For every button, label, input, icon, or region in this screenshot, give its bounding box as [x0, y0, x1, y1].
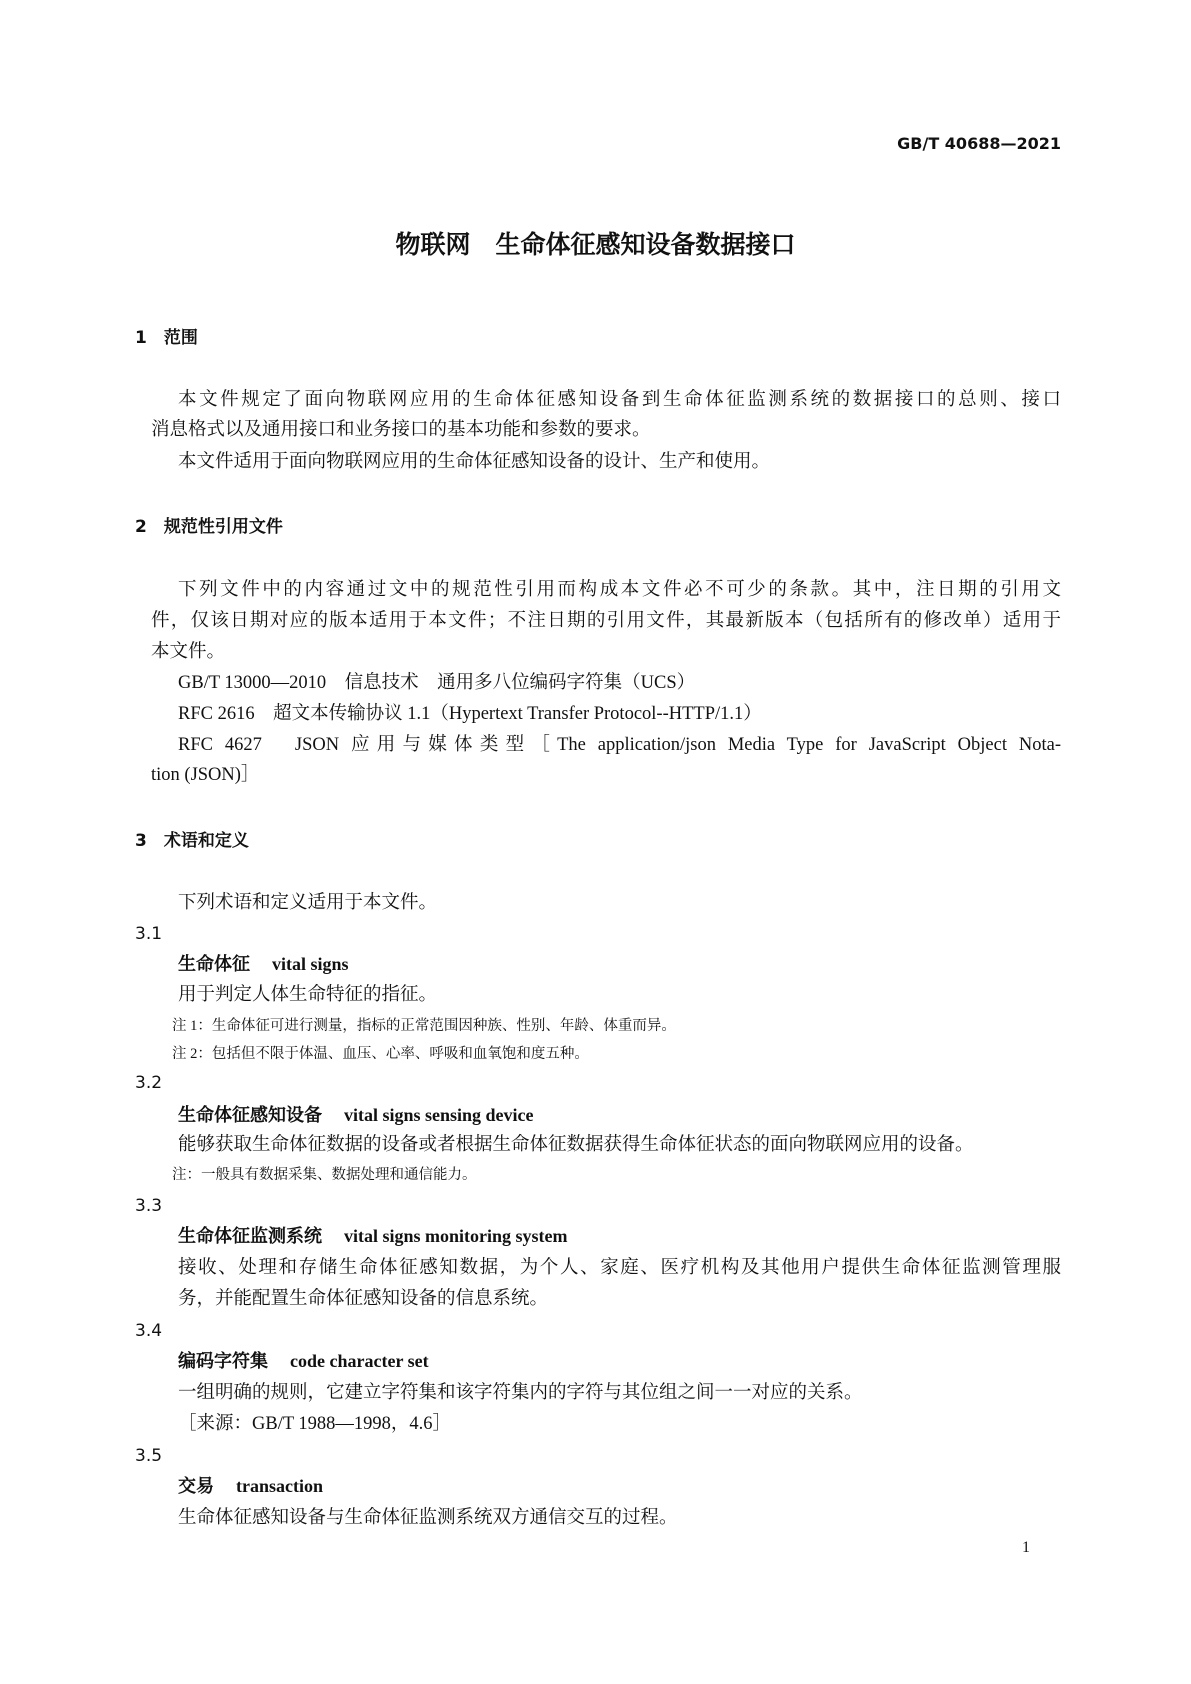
term-title	[178, 1103, 534, 1128]
term-en: transaction	[236, 1476, 323, 1496]
paragraph-line: 件，仅该日期对应的版本适用于本文件；不注日期的引用文件，其最新版本（包括所有的修改单）适用于	[151, 611, 1061, 631]
term-en: vital signs monitoring system	[344, 1226, 568, 1246]
term-definition: 能够获取生命体征数据的设备或者根据生命体征数据获得生命体征状态的面向物联网应用的设备。	[178, 1135, 974, 1155]
paragraph-line: 本文件规定了面向物联网应用的生命体征感知设备到生命体征监测系统的数据接口的总则、接口	[178, 390, 1061, 410]
paragraph: 本文件适用于面向物联网应用的生命体征感知设备的设计、生产和使用。	[178, 452, 771, 472]
section-3-heading: 3 术语和定义	[135, 831, 249, 851]
page-number: 1	[1022, 1539, 1030, 1556]
term-zh: 生命体征感知设备	[178, 1105, 322, 1126]
reference-item: RFC 4627 JSON 应用与媒体类型［The application/json Media Type for JavaScript Object Nota-	[178, 735, 1061, 755]
term-en: code character set	[290, 1351, 429, 1371]
term-title	[178, 1474, 323, 1499]
term-note: 注 2：包括但不限于体温、血压、心率、呼吸和血氧饱和度五种。	[172, 1046, 589, 1062]
term-zh: 生命体征	[178, 954, 250, 975]
paragraph: 下列术语和定义适用于本文件。	[178, 893, 438, 913]
term-definition: 用于判定人体生命特征的指征。	[178, 985, 438, 1005]
reference-item: RFC 2616 超文本传输协议 1.1（Hypertext Transfer Protocol--HTTP/1.1）	[178, 704, 762, 724]
section-1-heading: 1 范围	[135, 328, 198, 348]
term-definition-line: 接收、处理和存储生命体征感知数据，为个人、家庭、医疗机构及其他用户提供生命体征监测管理服	[178, 1258, 1061, 1278]
term-number: 3.4	[135, 1321, 163, 1341]
document-title: 物联网 生命体征感知设备数据接口	[395, 230, 796, 259]
term-definition-line: 务，并能配置生命体征感知设备的信息系统。	[178, 1289, 549, 1309]
reference-item: GB/T 13000—2010 信息技术 通用多八位编码字符集（UCS）	[178, 673, 696, 693]
term-title	[178, 1224, 568, 1249]
term-source: ［来源：GB/T 1988—1998，4.6］	[178, 1414, 452, 1434]
section-2-heading: 2 规范性引用文件	[135, 517, 283, 537]
standard-number: GB/T 40688—2021	[897, 134, 1061, 153]
term-number: 3.5	[135, 1446, 163, 1466]
term-title	[178, 952, 349, 977]
paragraph-line: 下列文件中的内容通过文中的规范性引用而构成本文件必不可少的条款。其中，注日期的引用文	[178, 580, 1061, 600]
term-en: vital signs	[272, 954, 349, 974]
term-title	[178, 1349, 429, 1374]
term-zh: 编码字符集	[178, 1351, 268, 1372]
term-note: 注：一般具有数据采集、数据处理和通信能力。	[172, 1167, 477, 1183]
term-number: 3.2	[135, 1073, 163, 1093]
term-zh: 生命体征监测系统	[178, 1226, 322, 1247]
term-number: 3.3	[135, 1196, 163, 1216]
term-en: vital signs sensing device	[344, 1105, 534, 1125]
term-number: 3.1	[135, 924, 163, 944]
term-definition: 生命体征感知设备与生命体征监测系统双方通信交互的过程。	[178, 1508, 678, 1528]
term-zh: 交易	[178, 1476, 214, 1497]
term-definition: 一组明确的规则，它建立字符集和该字符集内的字符与其位组之间一一对应的关系。	[178, 1383, 863, 1403]
paragraph-line: 消息格式以及通用接口和业务接口的基本功能和参数的要求。	[151, 420, 651, 440]
reference-item-continued: tion (JSON)］	[151, 765, 260, 785]
paragraph-line: 本文件。	[151, 642, 226, 662]
term-note: 注 1：生命体征可进行测量，指标的正常范围因种族、性别、年龄、体重而异。	[172, 1018, 676, 1034]
